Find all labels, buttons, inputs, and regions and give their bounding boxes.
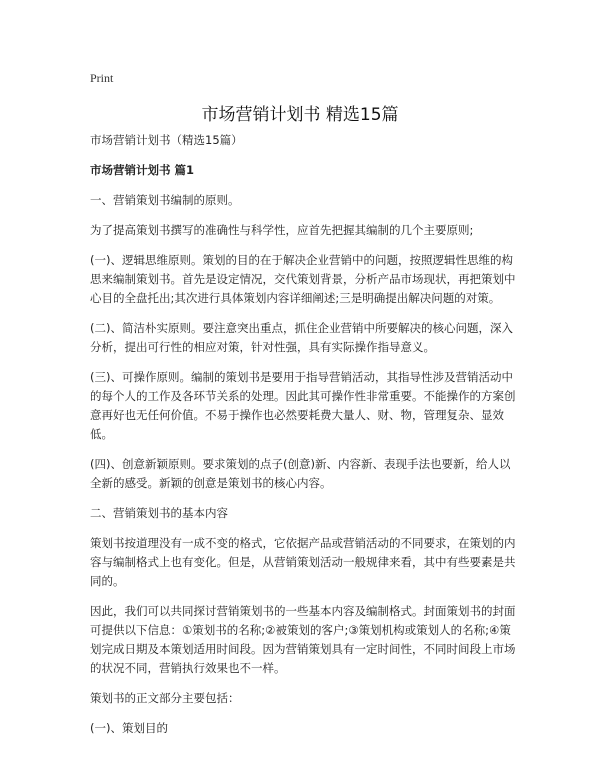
paragraph: 因此，我们可以共同探讨营销策划书的一些基本内容及编制格式。封面策划书的封面可提供以下信息：①策划书的名称;②被策划的客户;③策划机构或策划人的名称;④策划完成日期及本策划适用时间段。因为营销策划具有一定时间性，不同时间段上市场的状况不同，营销执行效果也不一样。 bbox=[90, 604, 516, 675]
paragraph: (三)、可操作原则。编制的策划书是要用于指导营销活动，其指导性涉及营销活动中的每个人的工作及各环节关系的处理。因此其可操作性非常重要。不能操作的方案创意再好也无任何价值。不易于操作也必然要耗费大量人、财、物，管理复杂、显效低。 bbox=[90, 370, 516, 441]
section-heading: 市场营销计划书 篇1 bbox=[90, 163, 195, 177]
paragraph: 策划书的正文部分主要包括： bbox=[90, 691, 240, 705]
document-body bbox=[90, 131, 520, 749]
paragraph: 策划书按道理没有一成不变的格式，它依据产品或营销活动的不同要求，在策划的内容与编制格式上也有变化。但是，从营销策划活动一般规律来看，其中有些要素是共同的。 bbox=[90, 536, 516, 588]
paragraph: (一)、逻辑思维原则。策划的目的在于解决企业营销中的问题，按照逻辑性思维的构思来编制策划书。首先是设定情况，交代策划背景，分析产品市场现状，再把策划中心目的全盘托出;其次进行具体策划内容详细阐述;三是明确提出解决问题的对策。 bbox=[90, 253, 516, 305]
doc-subtitle: 市场营销计划书（精选15篇） bbox=[90, 133, 243, 147]
paragraph: (四)、创意新颖原则。要求策划的点子(创意)新、内容新、表现手法也要新，给人以全新的感受。新颖的创意是策划书的核心内容。 bbox=[90, 457, 511, 490]
paragraph: 二、营销策划书的基本内容 bbox=[90, 506, 228, 520]
paragraph: 为了提高策划书撰写的准确性与科学性，应首先把握其编制的几个主要原则; bbox=[90, 223, 474, 237]
page-title: 市场营销计划书 精选15篇 bbox=[201, 105, 399, 125]
paragraph: 一、营销策划书编制的原则。 bbox=[90, 193, 240, 207]
paragraph: (一)、策划目的 bbox=[90, 721, 168, 735]
print-link[interactable]: Print bbox=[90, 71, 114, 85]
paragraph: (二)、简洁朴实原则。要注意突出重点，抓住企业营销中所要解决的核心问题，深入分析，提出可行性的相应对策，针对性强，具有实际操作指导意义。 bbox=[90, 321, 513, 354]
